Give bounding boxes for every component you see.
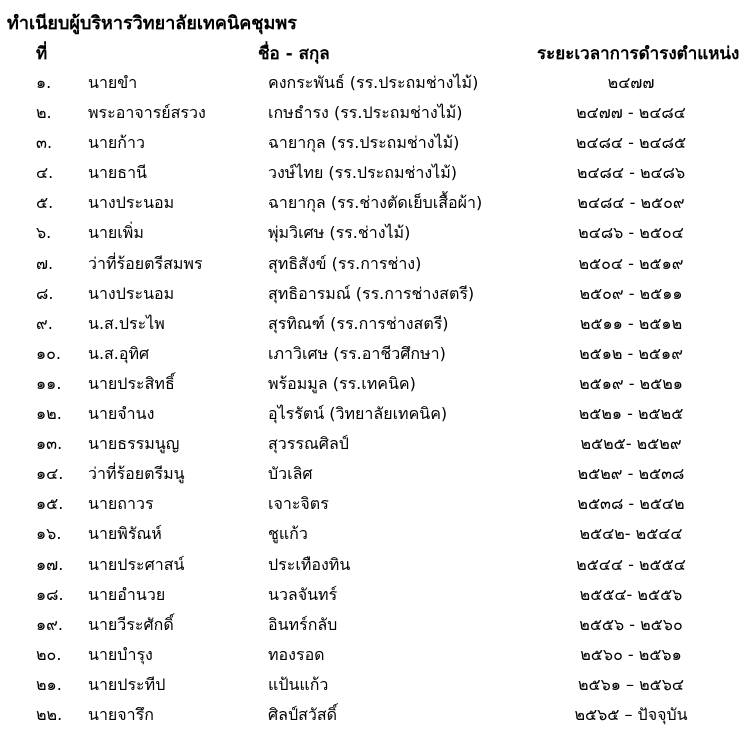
surname: ทองรอด [268,644,325,664]
table-row [0,128,752,158]
header-number: ที่ [36,44,48,64]
term-of-office: ๒๕๒๕- ๒๕๒๙ [580,434,682,454]
surname: อินทร์กลับ [268,614,338,634]
surname: นวลจันทร์ [268,584,338,604]
row-number: ๔. [36,163,54,183]
given-name: น.ส.อุทิศ [88,343,150,363]
given-name: ว่าที่ร้อยตรีมนู [88,464,185,484]
term-of-office: ๒๔๗๗ - ๒๔๘๔ [576,103,686,123]
row-number: ๙. [36,313,53,333]
term-of-office: ๒๔๘๔ - ๒๔๘๕ [575,133,687,153]
term-of-office: ๒๕๑๒ - ๒๕๑๙ [579,343,683,363]
term-of-office: ๒๔๗๗ [607,73,655,92]
given-name: นายธานี [88,163,147,183]
surname: พร้อมมูล (รร.เทคนิค) [268,373,416,393]
term-of-office: ๒๕๒๑ - ๒๕๒๕ [578,404,684,424]
given-name: นายประทีป [88,674,166,694]
term-of-office: ๒๕๕๔- ๒๕๕๖ [579,584,683,604]
given-name: นายถาวร [88,494,154,514]
given-name: นางประนอม [88,193,175,213]
table-row [0,580,752,610]
table-row [0,339,752,369]
given-name: นายขำ [88,73,138,92]
given-name: ว่าที่ร้อยตรีสมพร [88,253,203,273]
surname: ประเทืองทิน [268,554,351,574]
table-row [0,519,752,549]
surname: เกษธำรง (รร.ประถมช่างไม้) [268,103,463,123]
term-of-office: ๒๔๘๔ - ๒๔๘๖ [576,163,686,183]
table-row [0,640,752,670]
surname: ชูแก้ว [268,524,308,544]
table-row [0,459,752,489]
surname: แป้นแก้ว [268,674,329,694]
term-of-office: ๒๕๖๑ – ๒๕๖๔ [577,674,685,694]
term-of-office: ๒๕๐๙ - ๒๕๑๑ [579,283,683,303]
row-number: ๑๑. [36,373,62,393]
row-number: ๕. [36,193,54,213]
given-name: นางประนอม [88,283,175,303]
term-of-office: ๒๔๘๖ - ๒๕๐๔ [578,223,684,243]
term-of-office: ๒๕๖๕ – ปัจจุบัน [574,704,688,724]
term-of-office: ๒๕๕๖ - ๒๕๖๐ [579,614,683,634]
row-number: ๑๒. [36,404,62,424]
header-name: ชื่อ - สกุล [258,44,330,64]
given-name: นายจำนง [88,404,155,424]
surname: สุรทิณฑ์ (รร.การช่างสตรี) [268,313,449,333]
term-of-office: ๒๕๖๐ - ๒๕๖๑ [580,644,682,664]
row-number: ๒๒. [36,704,63,724]
surname: สุทธิสังข์ (รร.การช่าง) [268,253,422,273]
row-number: ๑๗. [36,554,64,574]
surname: วงษ์ไทย (รร.ประถมช่างไม้) [268,163,457,183]
row-number: ๑๖. [36,524,62,544]
surname: เภาวิเศษ (รร.อาชีวศึกษา) [268,343,446,363]
given-name: พระอาจารย์สรวง [88,103,206,123]
surname: ศิลป์สวัสดิ์ [268,704,338,724]
table-header [0,40,752,66]
table-row [0,610,752,640]
row-number: ๗. [36,253,54,273]
term-of-office: ๒๕๒๙ - ๒๕๓๘ [577,464,685,484]
header-term: ระยะเวลาการดำรงตำแหน่ง [537,44,740,64]
row-number: ๑๓. [36,434,63,454]
row-number: ๖. [36,223,52,243]
term-of-office: ๒๕๑๑ - ๒๕๑๒ [579,313,683,333]
term-of-office: ๒๕๓๘ - ๒๕๔๒ [577,494,685,514]
table-row [0,369,752,399]
term-of-office: ๒๔๘๔ - ๒๕๐๙ [577,193,685,213]
table-row [0,670,752,700]
term-of-office: ๒๕๔๔ - ๒๕๕๔ [576,554,686,574]
row-number: ๒. [36,103,52,123]
table-row [0,279,752,309]
row-number: ๒๐. [36,644,62,664]
row-number: ๒๑. [36,674,62,694]
row-number: ๑๔. [36,464,64,484]
surname: คงกระพันธ์ (รร.ประถมช่างไม้) [268,73,479,92]
term-of-office: ๒๕๑๙ - ๒๕๒๑ [579,373,683,393]
row-number: ๓. [36,133,53,153]
table-row [0,68,752,98]
surname: อุไรรัตน์ (วิทยาลัยเทคนิค) [268,404,448,424]
row-number: ๑๐. [36,343,62,363]
table-row [0,309,752,339]
table-row [0,399,752,429]
row-number: ๑๙. [36,614,63,634]
administrators-list [0,68,752,730]
surname: ฉายากุล (รร.ประถมช่างไม้) [268,133,460,153]
surname: ฉายากุล (รร.ช่างตัดเย็บเสื้อผ้า) [268,193,483,213]
term-of-office: ๒๕๔๒- ๒๕๔๔ [579,524,683,544]
given-name: นายประสิทธิ์ [88,373,175,393]
table-row [0,700,752,730]
term-of-office: ๒๕๐๔ - ๒๕๑๙ [578,253,684,273]
page-title: ทำเนียบผู้บริหารวิทยาลัยเทคนิคชุมพร [7,13,297,34]
surname: เจาะจิตร [268,494,329,514]
row-number: ๑. [36,73,52,92]
surname: สุทธิอารมณ์ (รร.การช่างสตรี) [268,283,475,303]
given-name: นายก้าว [88,133,145,153]
row-number: ๑๕. [36,494,64,514]
given-name: นายบำรุง [88,644,153,664]
given-name: นายพิรัณห์ [88,524,162,544]
surname: สุวรรณศิลป์ [268,434,349,454]
given-name: นายธรรมนูญ [88,434,180,454]
table-row [0,218,752,248]
row-number: ๑๘. [36,584,64,604]
table-row [0,158,752,188]
table-row [0,489,752,519]
given-name: นายจารึก [88,704,154,724]
table-row [0,550,752,580]
row-number: ๘. [36,283,54,303]
given-name: นายประศาสน์ [88,554,185,574]
table-row [0,188,752,218]
surname: บัวเลิศ [268,464,313,484]
given-name: นายเพิ่ม [88,223,144,243]
surname: พุ่มวิเศษ (รร.ช่างไม้) [268,223,411,243]
given-name: นายอำนวย [88,584,166,604]
given-name: น.ส.ประไพ [88,313,165,333]
given-name: นายวีระศักดิ์ [88,614,174,634]
table-row [0,98,752,128]
table-row [0,429,752,459]
table-row [0,249,752,279]
